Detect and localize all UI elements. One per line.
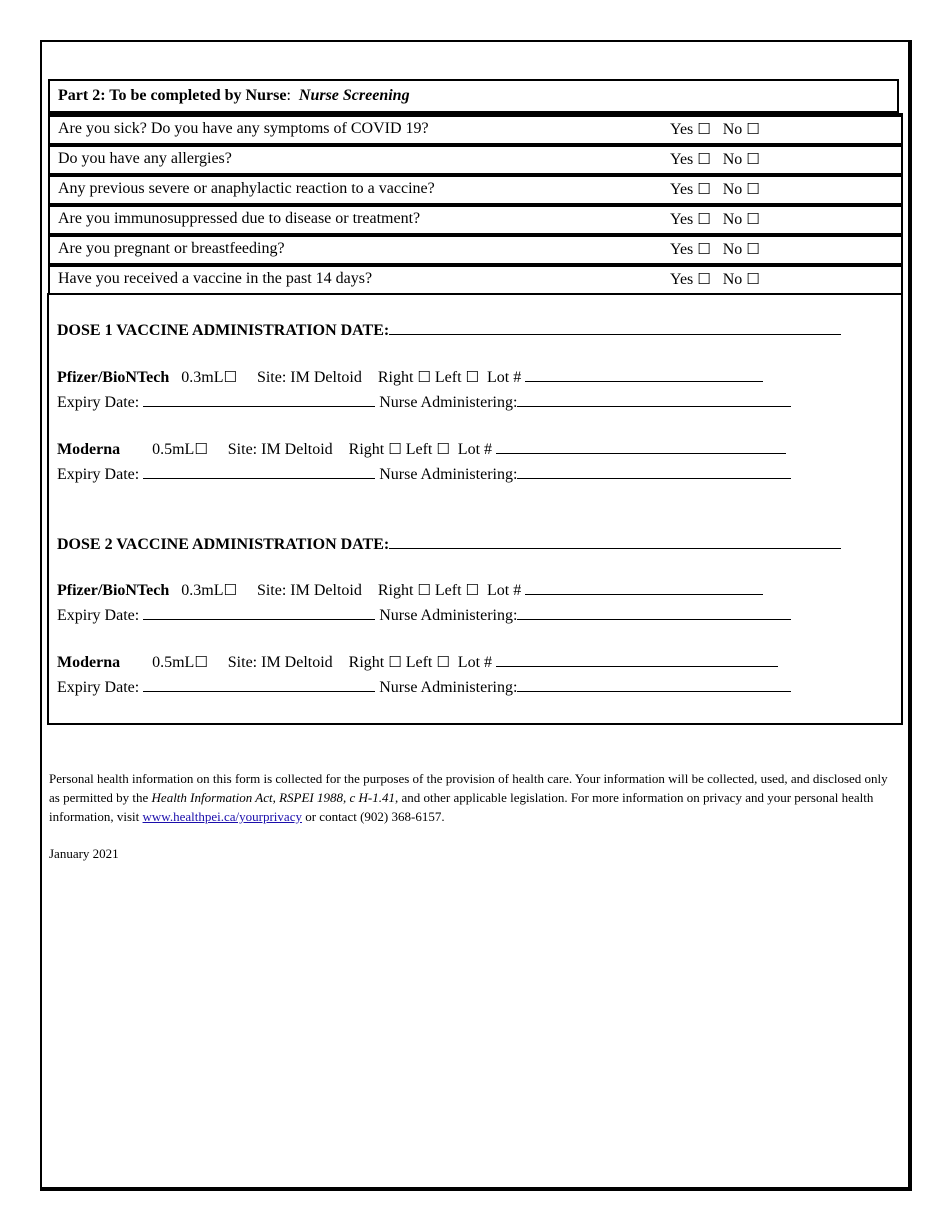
lot-field[interactable] xyxy=(525,367,763,382)
yes-checkbox[interactable]: ☐ xyxy=(697,150,711,168)
expiry-field[interactable] xyxy=(143,464,375,479)
left-label: Left xyxy=(405,441,433,458)
question-text: Do you have any allergies? xyxy=(58,150,232,167)
moderna-dose-checkbox[interactable]: ☐ xyxy=(194,653,208,671)
site-label: Site: IM Deltoid xyxy=(256,582,362,599)
yes-label: Yes xyxy=(670,121,694,138)
question-row xyxy=(48,143,903,173)
yes-label: Yes xyxy=(670,181,694,198)
right-checkbox[interactable]: ☐ xyxy=(417,581,431,599)
dose1-moderna-expiry-line xyxy=(57,464,791,484)
nurse-label: Nurse Administering: xyxy=(379,394,518,411)
right-label: Right xyxy=(348,441,385,458)
question-row xyxy=(48,173,903,203)
yes-no-group xyxy=(670,210,760,229)
expiry-field[interactable] xyxy=(143,605,375,620)
no-label: No xyxy=(722,271,743,288)
expiry-label: Expiry Date: xyxy=(57,394,140,411)
dose2-moderna-line xyxy=(57,652,778,672)
dose1-title-line xyxy=(57,320,841,340)
question-row xyxy=(48,233,903,263)
site-label: Site: IM Deltoid xyxy=(256,369,362,386)
no-label: No xyxy=(722,181,743,198)
lot-label: Lot # xyxy=(486,582,522,599)
left-checkbox[interactable]: ☐ xyxy=(465,368,479,386)
lot-field[interactable] xyxy=(496,439,786,454)
lot-label: Lot # xyxy=(486,369,522,386)
expiry-label: Expiry Date: xyxy=(57,466,140,483)
left-checkbox[interactable]: ☐ xyxy=(436,440,450,458)
privacy-act: Health Information Act, RSPEI 1988, c H-1.41 xyxy=(151,790,396,805)
yes-label: Yes xyxy=(670,241,694,258)
left-label: Left xyxy=(405,654,433,671)
question-row xyxy=(48,203,903,233)
moderna-name: Moderna xyxy=(57,654,121,671)
right-checkbox[interactable]: ☐ xyxy=(417,368,431,386)
no-checkbox[interactable]: ☐ xyxy=(746,120,760,138)
right-checkbox[interactable]: ☐ xyxy=(388,440,402,458)
yes-label: Yes xyxy=(670,151,694,168)
pfizer-name: Pfizer/BioNTech xyxy=(57,369,170,386)
yes-checkbox[interactable]: ☐ xyxy=(697,270,711,288)
dose1-pfizer-expiry-line xyxy=(57,392,791,412)
no-label: No xyxy=(722,241,743,258)
pfizer-dose: 0.3mL xyxy=(181,369,224,386)
expiry-label: Expiry Date: xyxy=(57,679,140,696)
left-checkbox[interactable]: ☐ xyxy=(436,653,450,671)
privacy-text-3: or contact (902) 368-6157. xyxy=(301,809,445,824)
part2-title: Part 2: To be completed by Nurse xyxy=(58,87,287,104)
right-label: Right xyxy=(377,369,414,386)
pfizer-dose-checkbox[interactable]: ☐ xyxy=(223,581,237,599)
right-label: Right xyxy=(348,654,385,671)
dose2-pfizer-line xyxy=(57,580,763,600)
site-label: Site: IM Deltoid xyxy=(227,654,333,671)
yes-no-group xyxy=(670,270,760,289)
yes-no-group xyxy=(670,180,760,199)
expiry-label: Expiry Date: xyxy=(57,607,140,624)
part2-colon: : xyxy=(286,87,291,104)
privacy-text-1: Personal health information on this form is collected for the purposes of the provision of health care. Your information will be collected, used, and disclosed only as permitted by the xyxy=(49,771,888,805)
question-text: Are you sick? Do you have any symptoms of COVID 19? xyxy=(58,120,429,137)
expiry-field[interactable] xyxy=(143,677,375,692)
nurse-label: Nurse Administering: xyxy=(379,679,518,696)
dose2-title-line xyxy=(57,534,841,554)
yes-checkbox[interactable]: ☐ xyxy=(697,180,711,198)
dose2-date-field[interactable] xyxy=(389,534,841,549)
right-checkbox[interactable]: ☐ xyxy=(388,653,402,671)
question-row xyxy=(48,263,903,295)
nurse-label: Nurse Administering: xyxy=(379,466,518,483)
question-text: Are you pregnant or breastfeeding? xyxy=(58,240,285,257)
yes-no-group xyxy=(670,150,760,169)
dose2-title: DOSE 2 VACCINE ADMINISTRATION DATE: xyxy=(57,536,390,553)
no-checkbox[interactable]: ☐ xyxy=(746,270,760,288)
left-label: Left xyxy=(434,582,462,599)
dose2-pfizer-expiry-line xyxy=(57,605,791,625)
moderna-dose: 0.5mL xyxy=(152,654,195,671)
question-row xyxy=(48,113,903,143)
yes-no-group xyxy=(670,120,760,139)
expiry-field[interactable] xyxy=(143,392,375,407)
dose1-date-field[interactable] xyxy=(389,320,841,335)
no-label: No xyxy=(722,151,743,168)
question-text: Are you immunosuppressed due to disease or treatment? xyxy=(58,210,421,227)
moderna-name: Moderna xyxy=(57,441,121,458)
no-checkbox[interactable]: ☐ xyxy=(746,240,760,258)
right-label: Right xyxy=(377,582,414,599)
lot-label: Lot # xyxy=(457,654,493,671)
pfizer-dose: 0.3mL xyxy=(181,582,224,599)
privacy-link[interactable]: www.healthpei.ca/yourprivacy xyxy=(142,809,302,824)
yes-checkbox[interactable]: ☐ xyxy=(697,210,711,228)
yes-label: Yes xyxy=(670,271,694,288)
site-label: Site: IM Deltoid xyxy=(227,441,333,458)
privacy-text-2: , and other applicable legislation. For more information on privacy and your personal health information, visit xyxy=(49,790,874,824)
pfizer-dose-checkbox[interactable]: ☐ xyxy=(223,368,237,386)
yes-no-group xyxy=(670,240,760,259)
dose1-title: DOSE 1 VACCINE ADMINISTRATION DATE: xyxy=(57,322,390,339)
dose1-moderna-line xyxy=(57,439,786,459)
left-checkbox[interactable]: ☐ xyxy=(465,581,479,599)
part2-subtitle: Nurse Screening xyxy=(298,87,410,104)
moderna-dose: 0.5mL xyxy=(152,441,195,458)
dose2-moderna-expiry-line xyxy=(57,677,791,697)
nurse-field[interactable] xyxy=(517,605,791,620)
question-text: Any previous severe or anaphylactic reaction to a vaccine? xyxy=(58,180,435,197)
dose1-pfizer-line xyxy=(57,367,763,387)
form-date: January 2021 xyxy=(49,846,119,861)
no-checkbox[interactable]: ☐ xyxy=(746,150,760,168)
privacy-notice xyxy=(49,769,894,826)
yes-label: Yes xyxy=(670,211,694,228)
question-text: Have you received a vaccine in the past 14 days? xyxy=(58,270,373,287)
lot-field[interactable] xyxy=(525,580,763,595)
no-label: No xyxy=(722,121,743,138)
nurse-field[interactable] xyxy=(517,464,791,479)
moderna-dose-checkbox[interactable]: ☐ xyxy=(194,440,208,458)
no-label: No xyxy=(722,211,743,228)
part2-header xyxy=(48,79,899,113)
lot-label: Lot # xyxy=(457,441,493,458)
yes-checkbox[interactable]: ☐ xyxy=(697,120,711,138)
nurse-field[interactable] xyxy=(517,677,791,692)
no-checkbox[interactable]: ☐ xyxy=(746,180,760,198)
nurse-field[interactable] xyxy=(517,392,791,407)
yes-checkbox[interactable]: ☐ xyxy=(697,240,711,258)
pfizer-name: Pfizer/BioNTech xyxy=(57,582,170,599)
left-label: Left xyxy=(434,369,462,386)
nurse-label: Nurse Administering: xyxy=(379,607,518,624)
lot-field[interactable] xyxy=(496,652,778,667)
no-checkbox[interactable]: ☐ xyxy=(746,210,760,228)
